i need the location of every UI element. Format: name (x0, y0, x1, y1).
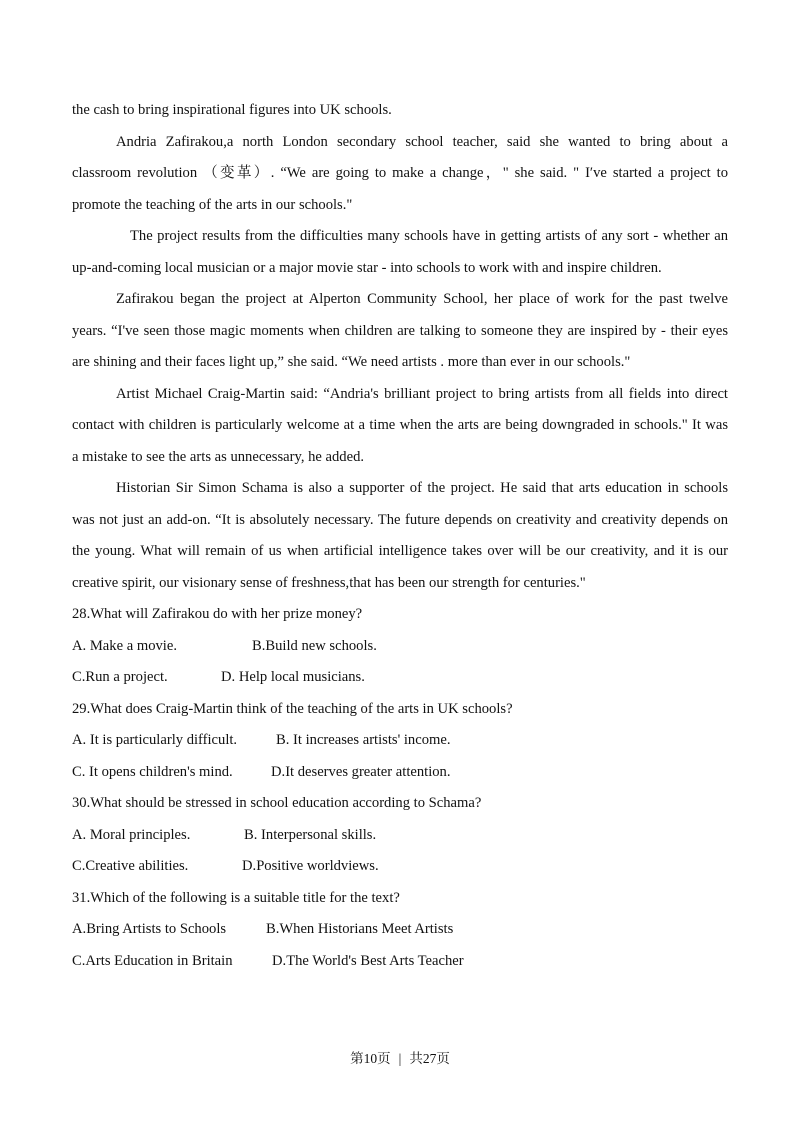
page-footer (0, 1047, 800, 1067)
passage-line: years. “I've seen those magic moments when children are talking to someone they are inspired by - their eyes (72, 322, 728, 339)
exam-page (72, 95, 728, 977)
page-total: 共27页 (409, 1051, 450, 1066)
question-28 (72, 599, 728, 694)
passage-line: are shining and their faces light up,” she said. “We need artists . more than ever in our schools." (72, 354, 631, 370)
option-c[interactable]: C. It opens children's mind. (72, 763, 233, 780)
passage-line: promote the teaching of the arts in our schools." (72, 196, 353, 213)
question-30 (72, 788, 728, 883)
passage-line: Zafirakou began the project at Alperton Community School, her place of work for the past twelve (116, 291, 728, 307)
option-c[interactable]: C.Arts Education in Britain (72, 952, 233, 969)
question-stem: 30.What should be stressed in school education according to Schama? (72, 795, 482, 811)
option-a[interactable]: A. Moral principles. (72, 826, 191, 843)
option-c[interactable]: C.Run a project. (72, 669, 168, 685)
question-stem: 31.Which of the following is a suitable title for the text? (72, 889, 400, 906)
option-a[interactable]: A. Make a movie. (72, 637, 177, 654)
option-row (72, 631, 728, 663)
option-d[interactable]: D.It deserves greater attention. (271, 763, 451, 780)
option-row (72, 914, 728, 946)
option-a[interactable]: A. It is particularly difficult. (72, 732, 238, 748)
option-row (72, 820, 728, 852)
passage-line: Andria Zafirakou,a north London secondary school teacher, said she wanted to bring about a (116, 133, 728, 150)
passage-line: up-and-coming local musician or a major movie star - into schools to work with and inspire children. (72, 259, 662, 276)
option-d[interactable]: D.The World's Best Arts Teacher (272, 952, 464, 969)
option-row (72, 851, 728, 883)
passage-line: Historian Sir Simon Schama is also a supporter of the project. He said that arts education in schools (116, 480, 728, 496)
option-b[interactable]: B.Build new schools. (252, 637, 377, 654)
passage-line: contact with children is particularly welcome at a time when the arts are being downgraded in schools." It was (72, 417, 728, 433)
option-a[interactable]: A.Bring Artists to Schools (72, 921, 227, 937)
question-31 (72, 883, 728, 978)
question-29 (72, 694, 728, 789)
passage-line: classroom revolution （变革）. “We are going to make a change，" she said. " I′ve started a project to (72, 165, 728, 181)
option-row (72, 757, 728, 789)
passage-line: a mistake to see the arts as unnecessary, he added. (72, 448, 365, 465)
passage-line: was not just an add-on. “It is absolutely necessary. The future depends on creativity and creativity depends on (72, 511, 728, 528)
option-b[interactable]: B. Interpersonal skills. (244, 826, 377, 843)
question-stem: 29.What does Craig-Martin think of the teaching of the arts in UK schools? (72, 700, 513, 717)
passage-line: the cash to bring inspirational figures into UK schools. (72, 102, 392, 118)
passage-line: creative spirit, our visionary sense of freshness,that has been our strength for centuries." (72, 574, 586, 591)
option-b[interactable]: B.When Historians Meet Artists (266, 921, 454, 937)
passage-line: Artist Michael Craig-Martin said: “Andria's brilliant project to bring artists from all fields into direct (116, 385, 728, 402)
option-c[interactable]: C.Creative abilities. (72, 858, 189, 874)
question-stem: 28.What will Zafirakou do with her prize money? (72, 606, 363, 622)
option-d[interactable]: D.Positive worldviews. (242, 858, 379, 874)
option-b[interactable]: B. It increases artists' income. (276, 732, 451, 748)
option-row (72, 662, 728, 694)
footer-separator: | (398, 1051, 402, 1066)
option-d[interactable]: D. Help local musicians. (221, 669, 365, 685)
passage-line: the young. What will remain of us when artificial intelligence takes over will be our creativity, and it is our (72, 543, 728, 559)
page-number: 第10页 (350, 1051, 391, 1066)
option-row (72, 725, 728, 757)
option-row (72, 946, 728, 978)
passage-line: The project results from the difficulties many schools have in getting artists of any sort - whether an (130, 228, 728, 244)
reading-passage (72, 95, 728, 599)
